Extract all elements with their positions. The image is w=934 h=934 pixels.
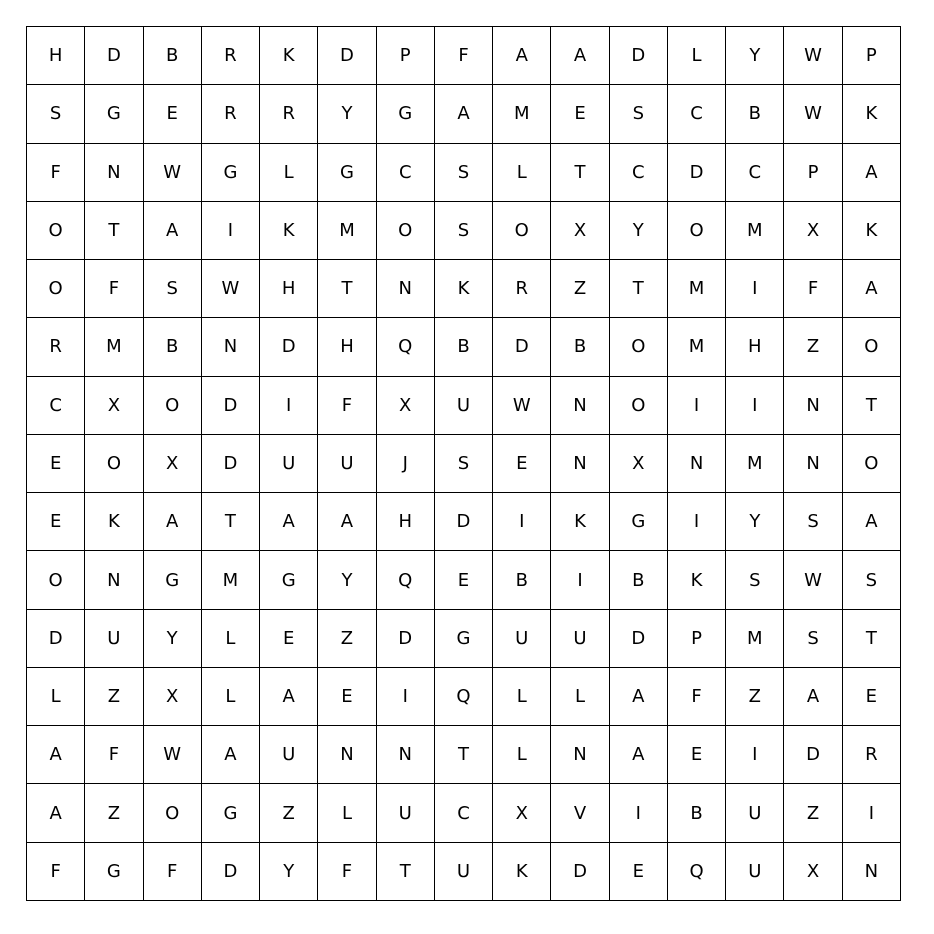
letter-cell[interactable]: F [27,144,85,202]
letter-cell[interactable]: B [668,784,726,842]
letter-cell[interactable]: B [610,551,668,609]
letter-cell[interactable]: W [784,85,842,143]
letter-cell[interactable]: Y [260,843,318,901]
letter-cell[interactable]: R [493,260,551,318]
letter-cell[interactable]: O [843,318,901,376]
letter-cell[interactable]: D [435,493,493,551]
letter-cell[interactable]: Y [726,27,784,85]
letter-cell[interactable]: H [377,493,435,551]
letter-cell[interactable]: S [610,85,668,143]
letter-cell[interactable]: Z [85,668,143,726]
letter-cell[interactable]: W [144,726,202,784]
letter-cell[interactable]: M [668,260,726,318]
letter-cell[interactable]: O [668,202,726,260]
letter-cell[interactable]: X [144,668,202,726]
letter-cell[interactable]: H [726,318,784,376]
letter-cell[interactable]: X [784,843,842,901]
letter-cell[interactable]: D [202,435,260,493]
letter-cell[interactable]: N [668,435,726,493]
letter-cell[interactable]: M [726,435,784,493]
letter-cell[interactable]: M [202,551,260,609]
letter-cell[interactable]: Q [668,843,726,901]
letter-cell[interactable]: P [843,27,901,85]
letter-cell[interactable]: I [726,377,784,435]
letter-cell[interactable]: U [435,843,493,901]
letter-cell[interactable]: D [610,610,668,668]
letter-cell[interactable]: M [668,318,726,376]
word-search-grid [26,26,901,901]
letter-cell[interactable]: E [27,435,85,493]
letter-cell[interactable]: O [843,435,901,493]
letter-cell[interactable]: X [493,784,551,842]
letter-cell[interactable]: U [435,377,493,435]
letter-cell[interactable]: M [493,85,551,143]
letter-cell[interactable]: N [843,843,901,901]
letter-cell[interactable]: Z [784,784,842,842]
letter-cell[interactable]: A [610,726,668,784]
letter-cell[interactable]: T [377,843,435,901]
letter-cell[interactable]: E [435,551,493,609]
letter-cell[interactable]: W [784,551,842,609]
letter-cell[interactable]: C [377,144,435,202]
letter-cell[interactable]: O [610,318,668,376]
letter-cell[interactable]: H [27,27,85,85]
letter-cell[interactable]: A [551,27,609,85]
letter-cell[interactable]: I [668,493,726,551]
letter-cell[interactable]: A [843,260,901,318]
letter-cell[interactable]: M [85,318,143,376]
letter-cell[interactable]: X [551,202,609,260]
letter-cell[interactable]: Z [551,260,609,318]
letter-cell[interactable]: N [85,551,143,609]
letter-cell[interactable]: D [551,843,609,901]
letter-cell[interactable]: T [202,493,260,551]
letter-cell[interactable]: L [493,144,551,202]
letter-cell[interactable]: I [843,784,901,842]
letter-cell[interactable]: I [260,377,318,435]
letter-cell[interactable]: A [843,493,901,551]
letter-cell[interactable]: S [726,551,784,609]
letter-cell[interactable]: D [318,27,376,85]
letter-cell[interactable]: S [144,260,202,318]
letter-cell[interactable]: O [493,202,551,260]
letter-cell[interactable]: K [260,202,318,260]
letter-cell[interactable]: U [493,610,551,668]
letter-cell[interactable]: S [435,435,493,493]
letter-cell[interactable]: F [318,843,376,901]
letter-cell[interactable]: Q [435,668,493,726]
letter-cell[interactable]: S [435,144,493,202]
letter-cell[interactable]: Y [318,85,376,143]
letter-cell[interactable]: K [551,493,609,551]
letter-cell[interactable]: U [260,726,318,784]
letter-cell[interactable]: U [377,784,435,842]
letter-cell[interactable]: F [85,260,143,318]
letter-cell[interactable]: K [260,27,318,85]
letter-cell[interactable]: B [493,551,551,609]
letter-cell[interactable]: A [144,493,202,551]
letter-cell[interactable]: H [318,318,376,376]
letter-cell[interactable]: E [668,726,726,784]
letter-cell[interactable]: G [85,843,143,901]
letter-cell[interactable]: L [551,668,609,726]
letter-cell[interactable]: B [435,318,493,376]
letter-cell[interactable]: C [27,377,85,435]
letter-cell[interactable]: R [202,85,260,143]
letter-cell[interactable]: A [435,85,493,143]
letter-cell[interactable]: S [784,493,842,551]
letter-cell[interactable]: D [668,144,726,202]
letter-cell[interactable]: X [377,377,435,435]
letter-cell[interactable]: Q [377,318,435,376]
letter-cell[interactable]: L [202,610,260,668]
letter-cell[interactable]: N [85,144,143,202]
letter-cell[interactable]: N [784,377,842,435]
letter-cell[interactable]: N [318,726,376,784]
letter-cell[interactable]: P [668,610,726,668]
letter-cell[interactable]: A [610,668,668,726]
letter-cell[interactable]: S [435,202,493,260]
letter-cell[interactable]: P [784,144,842,202]
letter-cell[interactable]: Y [318,551,376,609]
letter-cell[interactable]: M [318,202,376,260]
letter-cell[interactable]: X [144,435,202,493]
letter-cell[interactable]: U [551,610,609,668]
letter-cell[interactable]: Y [726,493,784,551]
letter-cell[interactable]: B [551,318,609,376]
letter-cell[interactable]: B [726,85,784,143]
letter-cell[interactable]: K [85,493,143,551]
letter-cell[interactable]: I [493,493,551,551]
letter-cell[interactable]: O [610,377,668,435]
letter-cell[interactable]: I [202,202,260,260]
letter-cell[interactable]: K [435,260,493,318]
letter-cell[interactable]: L [493,726,551,784]
letter-cell[interactable]: K [843,202,901,260]
letter-cell[interactable]: B [144,318,202,376]
letter-cell[interactable]: G [260,551,318,609]
letter-cell[interactable]: G [318,144,376,202]
letter-cell[interactable]: U [318,435,376,493]
letter-cell[interactable]: D [260,318,318,376]
letter-cell[interactable]: R [27,318,85,376]
letter-cell[interactable]: D [85,27,143,85]
letter-cell[interactable]: G [610,493,668,551]
letter-cell[interactable]: X [610,435,668,493]
letter-cell[interactable]: D [610,27,668,85]
letter-cell[interactable]: M [726,610,784,668]
letter-cell[interactable]: N [551,435,609,493]
letter-cell[interactable]: Q [377,551,435,609]
letter-cell[interactable]: C [726,144,784,202]
letter-cell[interactable]: F [27,843,85,901]
letter-cell[interactable]: B [144,27,202,85]
letter-cell[interactable]: I [610,784,668,842]
letter-cell[interactable]: Z [726,668,784,726]
letter-cell[interactable]: E [318,668,376,726]
letter-cell[interactable]: W [202,260,260,318]
letter-cell[interactable]: P [377,27,435,85]
letter-cell[interactable]: R [202,27,260,85]
letter-cell[interactable]: I [551,551,609,609]
letter-cell[interactable]: L [260,144,318,202]
letter-cell[interactable]: G [377,85,435,143]
letter-cell[interactable]: E [843,668,901,726]
letter-cell[interactable]: G [144,551,202,609]
letter-cell[interactable]: A [27,726,85,784]
letter-cell[interactable]: T [435,726,493,784]
letter-cell[interactable]: C [435,784,493,842]
letter-cell[interactable]: Y [610,202,668,260]
letter-cell[interactable]: O [27,260,85,318]
letter-cell[interactable]: J [377,435,435,493]
letter-cell[interactable]: L [202,668,260,726]
letter-cell[interactable]: E [144,85,202,143]
letter-cell[interactable]: W [144,144,202,202]
letter-cell[interactable]: A [202,726,260,784]
letter-cell[interactable]: U [85,610,143,668]
letter-cell[interactable]: A [260,493,318,551]
letter-cell[interactable]: D [493,318,551,376]
letter-cell[interactable]: L [27,668,85,726]
letter-cell[interactable]: N [377,260,435,318]
letter-cell[interactable]: I [726,260,784,318]
letter-cell[interactable]: D [202,377,260,435]
letter-cell[interactable]: X [85,377,143,435]
letter-cell[interactable]: E [27,493,85,551]
letter-cell[interactable]: T [843,610,901,668]
letter-cell[interactable]: L [318,784,376,842]
letter-cell[interactable]: X [784,202,842,260]
letter-cell[interactable]: N [784,435,842,493]
letter-cell[interactable]: A [784,668,842,726]
letter-cell[interactable]: E [260,610,318,668]
letter-cell[interactable]: C [668,85,726,143]
letter-cell[interactable]: T [85,202,143,260]
letter-cell[interactable]: S [27,85,85,143]
letter-cell[interactable]: N [551,377,609,435]
letter-cell[interactable]: S [843,551,901,609]
letter-cell[interactable]: O [144,784,202,842]
letter-cell[interactable]: I [377,668,435,726]
letter-cell[interactable]: T [318,260,376,318]
letter-cell[interactable]: A [843,144,901,202]
letter-cell[interactable]: F [668,668,726,726]
letter-cell[interactable]: T [843,377,901,435]
letter-cell[interactable]: F [435,27,493,85]
letter-cell[interactable]: D [27,610,85,668]
letter-cell[interactable]: G [435,610,493,668]
letter-cell[interactable]: E [551,85,609,143]
letter-cell[interactable]: Z [318,610,376,668]
letter-cell[interactable]: V [551,784,609,842]
letter-cell[interactable]: A [493,27,551,85]
letter-cell[interactable]: Z [784,318,842,376]
letter-cell[interactable]: O [27,202,85,260]
letter-cell[interactable]: Y [144,610,202,668]
letter-cell[interactable]: D [784,726,842,784]
letter-cell[interactable]: N [551,726,609,784]
letter-cell[interactable]: O [27,551,85,609]
letter-cell[interactable]: C [610,144,668,202]
letter-cell[interactable]: F [318,377,376,435]
letter-cell[interactable]: M [726,202,784,260]
letter-cell[interactable]: W [784,27,842,85]
letter-cell[interactable]: G [202,784,260,842]
letter-cell[interactable]: A [318,493,376,551]
letter-cell[interactable]: F [85,726,143,784]
letter-cell[interactable]: E [610,843,668,901]
letter-cell[interactable]: E [493,435,551,493]
letter-cell[interactable]: K [668,551,726,609]
letter-cell[interactable]: W [493,377,551,435]
letter-cell[interactable]: S [784,610,842,668]
letter-cell[interactable]: U [726,843,784,901]
letter-cell[interactable]: Z [85,784,143,842]
letter-cell[interactable]: K [843,85,901,143]
letter-cell[interactable]: D [377,610,435,668]
letter-cell[interactable]: G [202,144,260,202]
letter-cell[interactable]: A [144,202,202,260]
letter-cell[interactable]: O [85,435,143,493]
letter-cell[interactable]: K [493,843,551,901]
letter-cell[interactable]: H [260,260,318,318]
letter-cell[interactable]: G [85,85,143,143]
letter-cell[interactable]: I [668,377,726,435]
letter-cell[interactable]: N [202,318,260,376]
letter-cell[interactable]: R [260,85,318,143]
letter-cell[interactable]: Z [260,784,318,842]
letter-cell[interactable]: A [260,668,318,726]
letter-cell[interactable]: I [726,726,784,784]
letter-cell[interactable]: F [784,260,842,318]
letter-cell[interactable]: O [144,377,202,435]
letter-cell[interactable]: L [493,668,551,726]
letter-cell[interactable]: A [27,784,85,842]
letter-cell[interactable]: T [610,260,668,318]
letter-cell[interactable]: D [202,843,260,901]
letter-cell[interactable]: R [843,726,901,784]
letter-cell[interactable]: N [377,726,435,784]
letter-cell[interactable]: U [726,784,784,842]
letter-cell[interactable]: U [260,435,318,493]
letter-cell[interactable]: O [377,202,435,260]
letter-cell[interactable]: L [668,27,726,85]
letter-cell[interactable]: T [551,144,609,202]
letter-cell[interactable]: F [144,843,202,901]
